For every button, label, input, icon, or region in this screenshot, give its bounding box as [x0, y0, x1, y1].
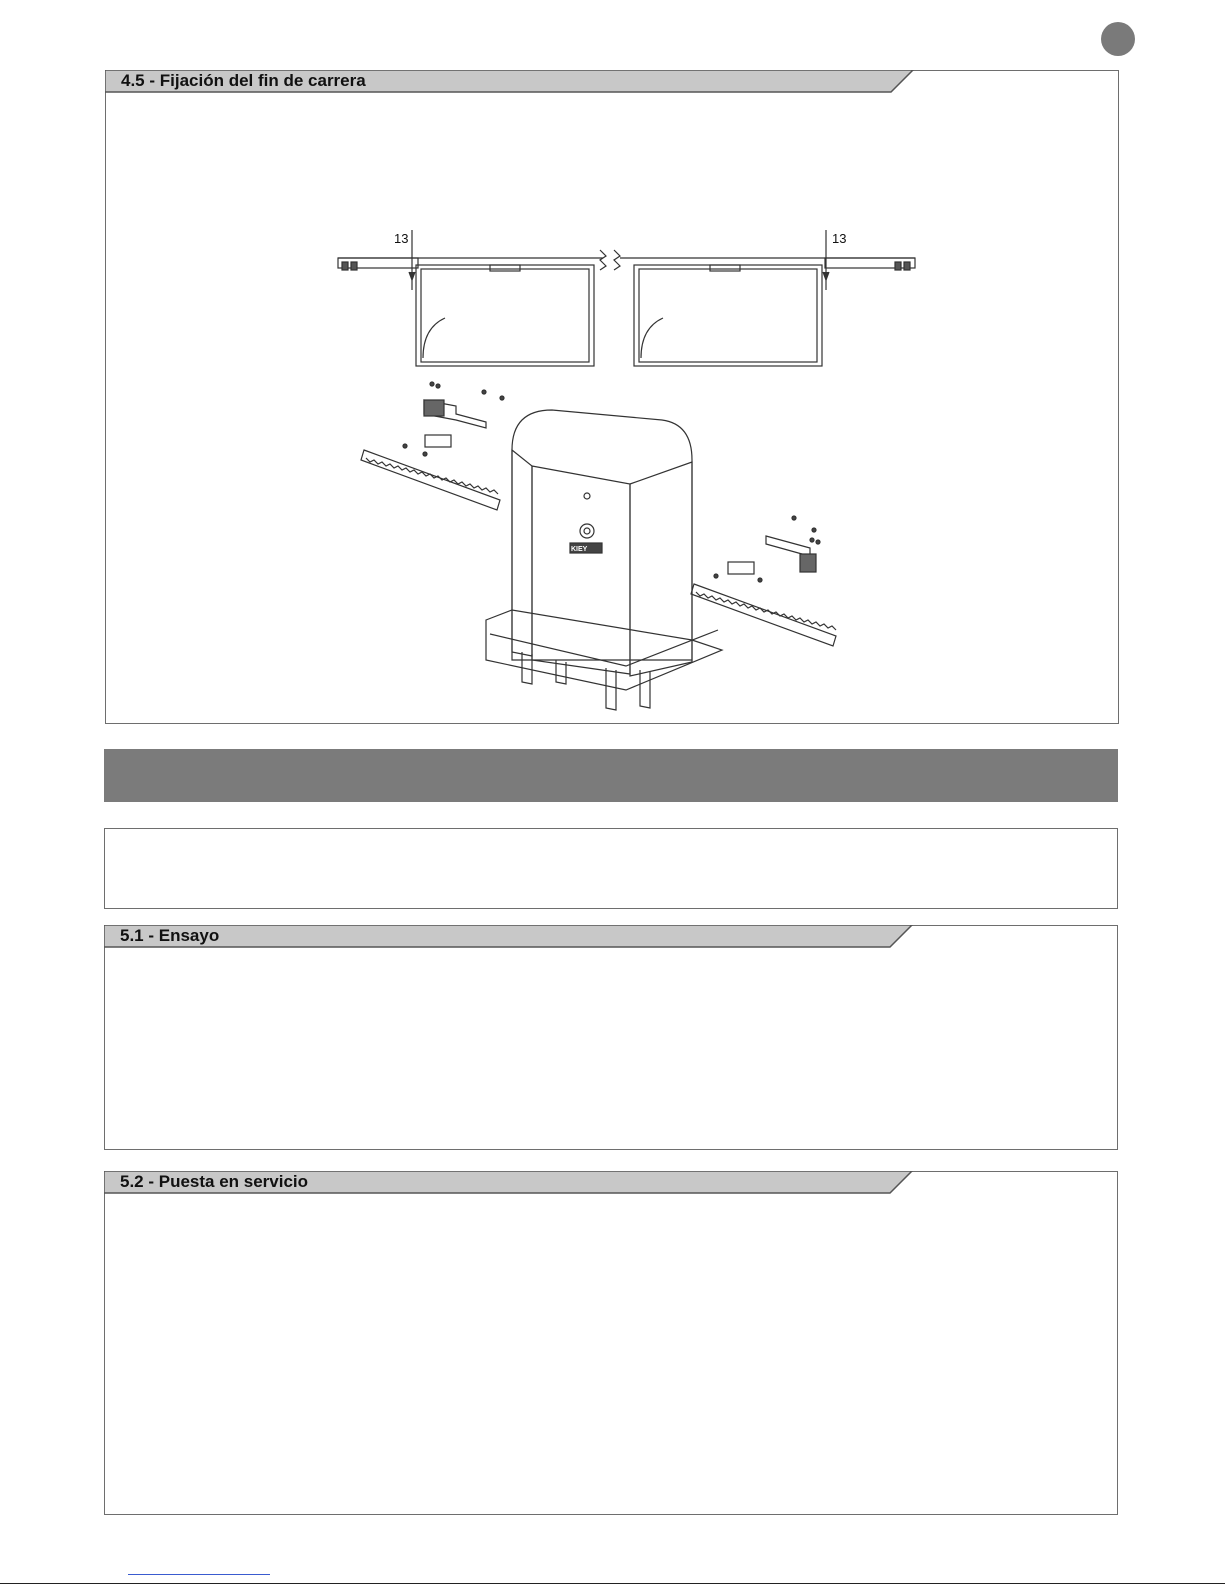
right-gate-inner — [639, 269, 817, 362]
left-end-plate — [338, 258, 418, 268]
screw-8 — [812, 528, 816, 532]
section-5-1-title: 5.1 - Ensayo — [120, 926, 220, 945]
screw-3 — [482, 390, 486, 394]
right-gate-bracket — [710, 265, 740, 271]
dimension-label-left: 13 — [394, 231, 409, 246]
screw-7 — [792, 516, 796, 520]
screw-2 — [436, 384, 440, 388]
screw-11 — [714, 574, 718, 578]
left-roller — [342, 262, 348, 270]
right-gate-curve — [641, 318, 663, 358]
screw-10 — [816, 540, 820, 544]
left-rack-teeth — [366, 458, 498, 494]
left-gate-frame — [416, 265, 594, 366]
right-rack — [691, 584, 836, 646]
dim-arrow-left — [409, 272, 415, 280]
dimension-label-right: 13 — [832, 231, 847, 246]
footer-rule — [0, 1583, 1225, 1584]
right-gate-frame — [634, 265, 822, 366]
section-5-1-box — [104, 925, 1118, 1150]
left-rack — [361, 450, 500, 510]
section-5-header-band — [104, 749, 1118, 802]
screw-5 — [403, 444, 407, 448]
screw-6 — [423, 452, 427, 456]
section-5-intro-box — [104, 828, 1118, 909]
screw-1 — [430, 382, 434, 386]
right-cam-block — [800, 554, 816, 572]
motor-brand-text: KIEY — [571, 546, 588, 553]
limit-switch-figure — [0, 0, 1225, 740]
footer-link-underline[interactable] — [128, 1574, 270, 1575]
screw-9 — [810, 538, 814, 542]
right-roller — [895, 262, 901, 270]
leg-3 — [606, 668, 616, 710]
right-magnet — [728, 562, 754, 574]
screw-12 — [758, 578, 762, 582]
left-gate-curve — [423, 318, 445, 358]
leg-4 — [640, 670, 650, 708]
left-gate-bracket — [490, 265, 520, 271]
section-5-2-box — [104, 1171, 1118, 1515]
section-4-5-title: 4.5 - Fijación del fin de carrera — [121, 71, 366, 90]
break-mark-2 — [614, 250, 620, 270]
tab-shape — [104, 925, 914, 948]
screw-4 — [500, 396, 504, 400]
break-mark-1 — [600, 250, 606, 270]
right-rack-teeth — [696, 592, 836, 630]
left-magnet — [425, 435, 451, 447]
right-roller-2 — [904, 262, 910, 270]
section-5-2-title: 5.2 - Puesta en servicio — [120, 1172, 309, 1191]
motor-housing-front — [512, 410, 692, 660]
dim-arrow-right — [823, 272, 829, 280]
left-roller-2 — [351, 262, 357, 270]
left-cam-block — [424, 400, 444, 416]
left-gate-inner — [421, 269, 589, 362]
